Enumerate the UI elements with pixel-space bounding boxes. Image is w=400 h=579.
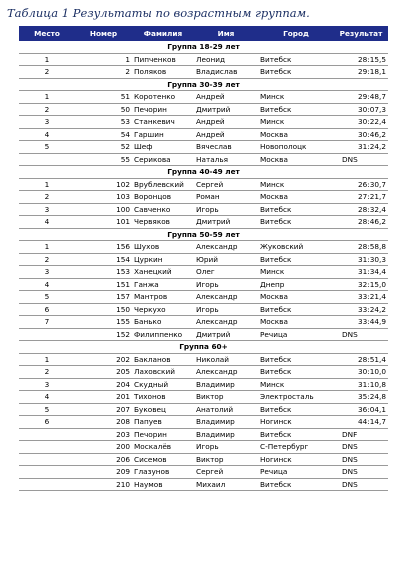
last-name-cell: Коротенко <box>132 91 194 104</box>
place-cell: 4 <box>19 128 75 141</box>
number-cell: 151 <box>75 278 132 291</box>
first-name-cell: Анатолий <box>194 403 258 416</box>
place-cell: 4 <box>19 391 75 404</box>
table-row <box>19 428 388 441</box>
result-cell: DNS <box>334 466 388 479</box>
city-cell: Витебск <box>258 66 334 79</box>
city-cell: Москва <box>258 316 334 329</box>
result-cell: 35:24,8 <box>334 391 388 404</box>
header-row <box>19 26 388 41</box>
place-cell: 4 <box>19 278 75 291</box>
city-cell: Витебск <box>258 478 334 491</box>
first-name-cell: Александр <box>194 316 258 329</box>
first-name-cell: Андрей <box>194 91 258 104</box>
city-cell: Витебск <box>258 53 334 66</box>
city-cell: Витебск <box>258 403 334 416</box>
last-name-cell: Мантров <box>132 291 194 304</box>
first-name-cell: Олег <box>194 266 258 279</box>
place-cell: 1 <box>19 53 75 66</box>
last-name-cell: Печорин <box>132 428 194 441</box>
city-cell: Электросталь <box>258 391 334 404</box>
number-cell: 153 <box>75 266 132 279</box>
first-name-cell: Леонид <box>194 53 258 66</box>
city-cell: Речица <box>258 328 334 341</box>
table-row <box>19 191 388 204</box>
last-name-cell: Серикова <box>132 153 194 166</box>
city-cell: Новополоцк <box>258 141 334 154</box>
result-cell: 30:07,3 <box>334 103 388 116</box>
table-row <box>19 416 388 429</box>
number-cell: 201 <box>75 391 132 404</box>
table-row <box>19 153 388 166</box>
last-name-cell: Савченко <box>132 203 194 216</box>
result-cell: 28:51,4 <box>334 353 388 366</box>
table-row <box>19 441 388 454</box>
place-cell: 5 <box>19 291 75 304</box>
place-cell: 2 <box>19 103 75 116</box>
place-cell: 3 <box>19 203 75 216</box>
place-cell: 6 <box>19 416 75 429</box>
last-name-cell: Москалёв <box>132 441 194 454</box>
city-cell: Витебск <box>258 303 334 316</box>
first-name-cell: Владимир <box>194 378 258 391</box>
group-header-row <box>19 166 388 179</box>
table-row <box>19 391 388 404</box>
city-cell: Витебск <box>258 216 334 229</box>
last-name-cell: Шеф <box>132 141 194 154</box>
table-row <box>19 91 388 104</box>
first-name-cell: Дмитрий <box>194 103 258 116</box>
first-name-cell: Юрий <box>194 253 258 266</box>
number-cell: 100 <box>75 203 132 216</box>
city-cell: Витебск <box>258 203 334 216</box>
place-cell: 3 <box>19 266 75 279</box>
table-row <box>19 278 388 291</box>
result-cell: 33:44,9 <box>334 316 388 329</box>
place-cell <box>19 478 75 491</box>
first-name-cell: Андрей <box>194 116 258 129</box>
last-name-cell: Банько <box>132 316 194 329</box>
result-cell: 31:24,2 <box>334 141 388 154</box>
table-caption: Таблица 1 Результаты по возрастным группам. <box>7 6 310 20</box>
table-row <box>19 178 388 191</box>
place-cell: 2 <box>19 366 75 379</box>
table-body <box>19 41 388 491</box>
table-header <box>19 26 388 41</box>
number-cell: 103 <box>75 191 132 204</box>
header-city: Город <box>258 26 334 41</box>
place-cell: 1 <box>19 353 75 366</box>
number-cell: 152 <box>75 328 132 341</box>
table-row <box>19 203 388 216</box>
number-cell: 2 <box>75 66 132 79</box>
place-cell: 3 <box>19 116 75 129</box>
place-cell: 6 <box>19 303 75 316</box>
table-row <box>19 403 388 416</box>
city-cell: Москва <box>258 191 334 204</box>
place-cell: 5 <box>19 141 75 154</box>
city-cell: Минск <box>258 91 334 104</box>
header-first-name: Имя <box>194 26 258 41</box>
result-cell: 31:10,8 <box>334 378 388 391</box>
city-cell: Ногинск <box>258 416 334 429</box>
number-cell: 205 <box>75 366 132 379</box>
number-cell: 154 <box>75 253 132 266</box>
group-title: Группа 40-49 лет <box>19 166 388 179</box>
place-cell <box>19 153 75 166</box>
place-cell <box>19 466 75 479</box>
first-name-cell: Роман <box>194 191 258 204</box>
number-cell: 209 <box>75 466 132 479</box>
result-cell: DNS <box>334 153 388 166</box>
number-cell: 101 <box>75 216 132 229</box>
table-row <box>19 366 388 379</box>
first-name-cell: Николай <box>194 353 258 366</box>
table-row <box>19 291 388 304</box>
number-cell: 210 <box>75 478 132 491</box>
last-name-cell: Цуркин <box>132 253 194 266</box>
last-name-cell: Червяков <box>132 216 194 229</box>
city-cell: С-Петербург <box>258 441 334 454</box>
last-name-cell: Воронцов <box>132 191 194 204</box>
header-number: Номер <box>75 26 132 41</box>
group-header-row <box>19 228 388 241</box>
city-cell: Речица <box>258 466 334 479</box>
number-cell: 155 <box>75 316 132 329</box>
city-cell: Минск <box>258 266 334 279</box>
first-name-cell: Владимир <box>194 416 258 429</box>
city-cell: Москва <box>258 153 334 166</box>
place-cell <box>19 441 75 454</box>
first-name-cell: Сергей <box>194 466 258 479</box>
city-cell: Витебск <box>258 103 334 116</box>
last-name-cell: Поляков <box>132 66 194 79</box>
last-name-cell: Тихонов <box>132 391 194 404</box>
header-result: Результат <box>334 26 388 41</box>
first-name-cell: Виктор <box>194 391 258 404</box>
first-name-cell: Андрей <box>194 128 258 141</box>
table-row <box>19 216 388 229</box>
last-name-cell: Скудный <box>132 378 194 391</box>
place-cell: 5 <box>19 403 75 416</box>
table-row <box>19 241 388 254</box>
city-cell: Ногинск <box>258 453 334 466</box>
result-cell: DNS <box>334 453 388 466</box>
header-last-name: Фамилия <box>132 26 194 41</box>
last-name-cell: Пипченков <box>132 53 194 66</box>
result-cell: 44:14,7 <box>334 416 388 429</box>
result-cell: DNS <box>334 328 388 341</box>
place-cell: 1 <box>19 91 75 104</box>
first-name-cell: Владислав <box>194 66 258 79</box>
number-cell: 1 <box>75 53 132 66</box>
table-row <box>19 128 388 141</box>
city-cell: Днепр <box>258 278 334 291</box>
number-cell: 102 <box>75 178 132 191</box>
first-name-cell: Дмитрий <box>194 216 258 229</box>
number-cell: 50 <box>75 103 132 116</box>
result-cell: DNF <box>334 428 388 441</box>
table-row <box>19 116 388 129</box>
place-cell: 4 <box>19 216 75 229</box>
last-name-cell: Папуев <box>132 416 194 429</box>
number-cell: 150 <box>75 303 132 316</box>
city-cell: Витебск <box>258 253 334 266</box>
result-cell: 27:21,7 <box>334 191 388 204</box>
table-row <box>19 353 388 366</box>
first-name-cell: Владимир <box>194 428 258 441</box>
result-cell: 31:34,4 <box>334 266 388 279</box>
number-cell: 200 <box>75 441 132 454</box>
result-cell: 28:32,4 <box>334 203 388 216</box>
number-cell: 51 <box>75 91 132 104</box>
result-cell: 30:46,2 <box>334 128 388 141</box>
city-cell: Витебск <box>258 366 334 379</box>
city-cell: Минск <box>258 378 334 391</box>
city-cell: Минск <box>258 116 334 129</box>
number-cell: 157 <box>75 291 132 304</box>
result-cell: 36:04,1 <box>334 403 388 416</box>
result-cell: DNS <box>334 441 388 454</box>
result-cell: 26:30,7 <box>334 178 388 191</box>
place-cell: 1 <box>19 241 75 254</box>
number-cell: 54 <box>75 128 132 141</box>
group-header-row <box>19 41 388 54</box>
last-name-cell: Наумов <box>132 478 194 491</box>
result-cell: 33:24,2 <box>334 303 388 316</box>
last-name-cell: Бакланов <box>132 353 194 366</box>
number-cell: 206 <box>75 453 132 466</box>
place-cell: 7 <box>19 316 75 329</box>
group-title: Группа 50-59 лет <box>19 228 388 241</box>
last-name-cell: Печорин <box>132 103 194 116</box>
first-name-cell: Александр <box>194 366 258 379</box>
number-cell: 52 <box>75 141 132 154</box>
place-cell: 2 <box>19 253 75 266</box>
last-name-cell: Ханецкий <box>132 266 194 279</box>
table-row <box>19 378 388 391</box>
number-cell: 203 <box>75 428 132 441</box>
table-row <box>19 328 388 341</box>
table-row <box>19 453 388 466</box>
last-name-cell: Филиппенко <box>132 328 194 341</box>
group-header-row <box>19 341 388 354</box>
table-row <box>19 316 388 329</box>
result-cell: 30:22,4 <box>334 116 388 129</box>
group-title: Группа 18-29 лет <box>19 41 388 54</box>
result-cell: 30:10,0 <box>334 366 388 379</box>
table-row <box>19 478 388 491</box>
first-name-cell: Игорь <box>194 278 258 291</box>
group-header-row <box>19 78 388 91</box>
header-place: Место <box>19 26 75 41</box>
place-cell: 1 <box>19 178 75 191</box>
first-name-cell: Игорь <box>194 303 258 316</box>
first-name-cell: Игорь <box>194 441 258 454</box>
place-cell <box>19 428 75 441</box>
last-name-cell: Шухов <box>132 241 194 254</box>
table-row <box>19 266 388 279</box>
last-name-cell: Врублевский <box>132 178 194 191</box>
first-name-cell: Виктор <box>194 453 258 466</box>
city-cell: Жуковский <box>258 241 334 254</box>
number-cell: 208 <box>75 416 132 429</box>
last-name-cell: Глазунов <box>132 466 194 479</box>
place-cell: 3 <box>19 378 75 391</box>
first-name-cell: Игорь <box>194 203 258 216</box>
first-name-cell: Михаил <box>194 478 258 491</box>
city-cell: Минск <box>258 178 334 191</box>
first-name-cell: Дмитрий <box>194 328 258 341</box>
last-name-cell: Черкухо <box>132 303 194 316</box>
table-row <box>19 466 388 479</box>
first-name-cell: Сергей <box>194 178 258 191</box>
place-cell <box>19 453 75 466</box>
result-cell: 31:30,3 <box>334 253 388 266</box>
table-row <box>19 103 388 116</box>
last-name-cell: Сисемов <box>132 453 194 466</box>
result-cell: 28:46,2 <box>334 216 388 229</box>
result-cell: 32:15,0 <box>334 278 388 291</box>
first-name-cell: Александр <box>194 241 258 254</box>
table-row <box>19 303 388 316</box>
place-cell: 2 <box>19 66 75 79</box>
first-name-cell: Александр <box>194 291 258 304</box>
number-cell: 53 <box>75 116 132 129</box>
number-cell: 202 <box>75 353 132 366</box>
last-name-cell: Ганжа <box>132 278 194 291</box>
result-cell: 29:48,7 <box>334 91 388 104</box>
table-row <box>19 253 388 266</box>
group-title: Группа 30-39 лет <box>19 78 388 91</box>
results-table <box>19 26 388 491</box>
result-cell: 28:15,5 <box>334 53 388 66</box>
result-cell: 29:18,1 <box>334 66 388 79</box>
number-cell: 55 <box>75 153 132 166</box>
last-name-cell: Лаховский <box>132 366 194 379</box>
city-cell: Витебск <box>258 353 334 366</box>
city-cell: Москва <box>258 291 334 304</box>
first-name-cell: Наталья <box>194 153 258 166</box>
result-cell: DNS <box>334 478 388 491</box>
last-name-cell: Буковец <box>132 403 194 416</box>
number-cell: 207 <box>75 403 132 416</box>
place-cell: 2 <box>19 191 75 204</box>
table-row <box>19 66 388 79</box>
last-name-cell: Станкевич <box>132 116 194 129</box>
table-row <box>19 141 388 154</box>
city-cell: Витебск <box>258 428 334 441</box>
city-cell: Москва <box>258 128 334 141</box>
table-row <box>19 53 388 66</box>
number-cell: 204 <box>75 378 132 391</box>
last-name-cell: Гаршин <box>132 128 194 141</box>
number-cell: 156 <box>75 241 132 254</box>
result-cell: 33:21,4 <box>334 291 388 304</box>
first-name-cell: Вячеслав <box>194 141 258 154</box>
result-cell: 28:58,8 <box>334 241 388 254</box>
group-title: Группа 60+ <box>19 341 388 354</box>
place-cell <box>19 328 75 341</box>
